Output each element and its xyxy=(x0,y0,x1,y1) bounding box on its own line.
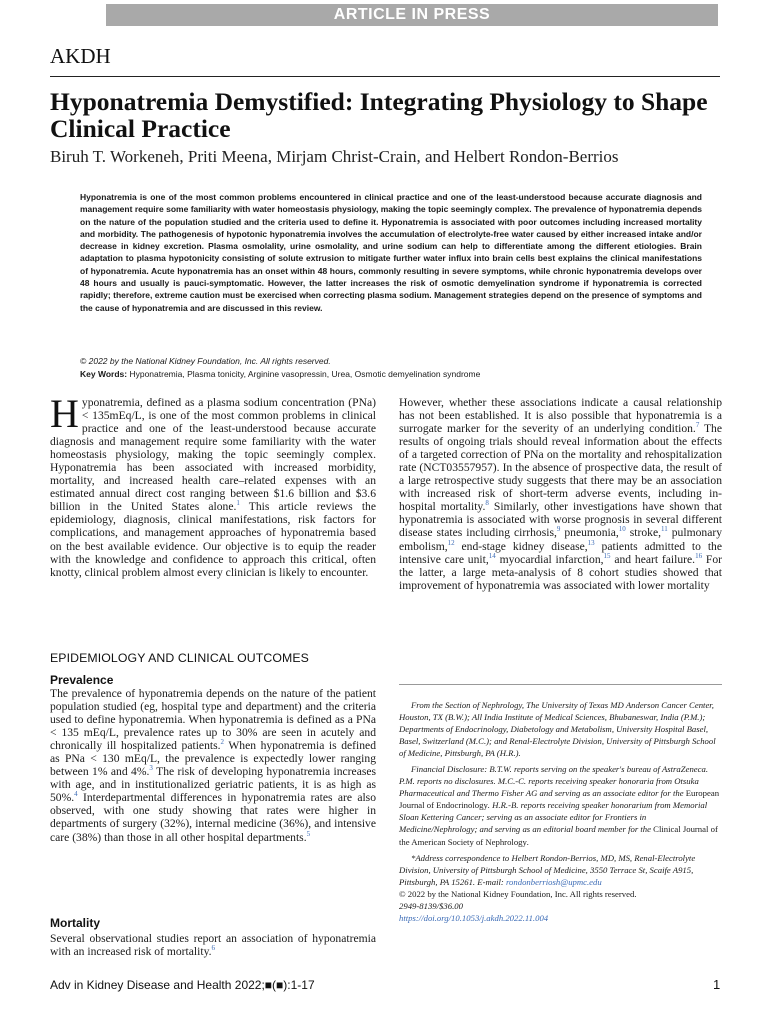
mortality-paragraph: Several observational studies report an association of hyponatremia with an increased risk of mortality.$^6$ xyxy=(50,932,376,959)
footnotes xyxy=(399,699,722,928)
drop-cap: H xyxy=(50,391,79,436)
subsection-heading-mortality: Mortality xyxy=(50,916,101,930)
author-list: Biruh T. Workeneh, Priti Meena, Mirjam Christ-Crain, and Helbert Rondon-Berrios xyxy=(50,147,619,166)
reference-link[interactable]: 1 xyxy=(236,499,240,508)
reference-link[interactable]: 10 xyxy=(618,525,626,534)
reference-link[interactable]: 3 xyxy=(149,764,153,773)
subsection-heading-prevalence: Prevalence xyxy=(50,673,114,687)
journal-name: AKDH xyxy=(50,44,111,68)
reference-link[interactable]: 12 xyxy=(447,538,455,547)
reference-link[interactable]: 15 xyxy=(603,551,611,560)
reference-link[interactable]: 7 xyxy=(695,421,700,430)
keywords xyxy=(80,368,720,380)
email-link[interactable]: rondonberriosh@upmc.edu xyxy=(505,876,602,887)
footnote-rule xyxy=(399,684,722,685)
reference-link[interactable]: 13 xyxy=(587,538,595,547)
affiliations: From the Section of Nephrology, The University of Texas MD Anderson Cancer Center, Houston, TX (B.W.); All India Institute of Medical Sciences, Bhubaneswar, India (P.M.); Departments of Endocrinology, Diabetology and Metabolism, University Hospital Basel, Basel, Switzerland (M.C.); and Renal-Electrolyte Division, University of Pittsburgh School of Medicine, Pittsburgh, PA (H.R.). xyxy=(399,700,716,759)
reference-link[interactable]: 2 xyxy=(220,738,224,747)
financial-disclosure: Financial Disclosure: B.T.W. reports serving on the speaker's bureau of AstraZeneca. P.M. reports no disclosures. M.C.-C. reports receiving speaker honoraria from Otsuka Pharmaceutical and Thermo Fisher AG and serving as an associate editor for the European Journal of Endocrinology. H.R.-B. reports receiving speaker honorarium from Memorial Sloan Kettering Cancer; serving as an associate editor for Frontiers in Medicine/Nephrology; and serving as an editorial board member for the Clinical Journal of the American Society of Nephrology. xyxy=(399,764,720,847)
abstract: Hyponatremia is one of the most common problems encountered in clinical practice and one of the least-understood because accurate diagnosis and management require some familiarity with water homeostasis physiology, making the topic seemingly complex. The prevalence of hyponatremia depends on the nature of the population studied and the criteria used to define it. Hyponatremia is associated with poor outcomes including increased mortality and morbidity. The pathogenesis of hypotonic hyponatremia involves the accumulation of electrolyte-free water caused by either increased intake and/or decrease in kidney excretion. Plasma osmolality, urine osmolality, and urine sodium can help to differentiate among the different etiologies. Brain adaptation to plasma hypotonicity consisting of solute extrusion to mitigate further water influx into brain cells best explains the clinical manifestations of hyponatremia. Acute hyponatremia has an onset within 48 hours, commonly resulting in severe symptoms, while chronic hyponatremia develops over 48 hours and usually is pauci-symptomatic. However, the latter increases the risk of osmotic demyelination syndrome if hyponatremia is corrected rapidly; therefore, extreme caution must be exercised when correcting plasma sodium. Management strategies depend on the presence of symptoms and the cause of hyponatremia and are discussed in this review. xyxy=(80,192,702,313)
abstract-copyright: © 2022 by the National Kidney Foundation, Inc. All rights reserved. xyxy=(80,356,331,366)
reference-link[interactable]: 4 xyxy=(74,790,78,799)
keywords-label: Key Words: xyxy=(80,369,128,379)
prevalence-paragraph: The prevalence of hyponatremia depends on the nature of the patient population studied (eg, hospital type and department) and the criteria used to define hyponatremia. When hyponatremia is defined as a PNa < 135 mEq/L, prevalence rates up to 30% are seen in acutely and chronically ill hospitalized patients.$^2$ When hyponatremia is defined as PNa < 130 mEq/L, the prevalence is expectedly lower ranging between 1% and 4%.$^3$ The risk of developing hyponatremia increases with age, and in institutionalized geriatric patients, it is as high as 50%.$^4$ Interdepartmental differences in hyponatremia rates are also observed, with one study showing that rates were higher in departments of surgery (32%), internal medicine (36%), and intensive care (38%) than those in all other hospital departments.$^5$ xyxy=(50,687,377,844)
reference-link[interactable]: 16 xyxy=(695,551,703,560)
correspondence: *Address correspondence to Helbert Rondon-Berrios, MD, MS, Renal-Electrolyte Division, University of Pittsburgh School of Medicine, 3550 Terrace St, Scaife A915, Pittsburgh, PA 15261. E-mail: rondonberriosh@upmc.edu © 2022 by the National Kidney Foundation, Inc. All rights reserved. 2949-8139/$36.00 https://doi.org/10.1053/j.akdh.2022.11.004 xyxy=(399,852,696,923)
footer-citation: Adv in Kidney Disease and Health 2022;■(■):1-17 xyxy=(50,978,315,992)
reference-link[interactable]: 9 xyxy=(556,525,561,534)
page-number: 1 xyxy=(713,977,721,992)
footnote-copyright: © 2022 by the National Kidney Foundation, Inc. All rights reserved. xyxy=(399,888,637,899)
reference-link[interactable]: 5 xyxy=(306,829,311,838)
article-in-press-banner: ARTICLE IN PRESS xyxy=(106,4,718,26)
intro-text-cont: This article reviews the epidemiology, diagnosis, clinical manifestations, risk factors for complications, and management approaches of hyponatremia based on the best available evidence. Our objective is to equip the reader with the knowledge and confidence to approach this critical, often knotty, clinical problem almost every clinician is likely to encounter. xyxy=(50,500,376,579)
article-title: Hyponatremia Demystified: Integrating Physiology to Shape Clinical Practice xyxy=(50,87,708,143)
header-rule xyxy=(50,76,720,77)
reference-link[interactable]: 11 xyxy=(661,525,668,534)
intro-paragraph xyxy=(50,391,376,579)
reference-link[interactable]: 8 xyxy=(485,499,489,508)
section-heading: EPIDEMIOLOGY AND CLINICAL OUTCOMES xyxy=(50,651,309,665)
reference-link[interactable]: 6 xyxy=(211,944,216,953)
intro-text: yponatremia, defined as a plasma sodium concentration (PNa) < 135mEq/L, is one of the most common problems in clinical practice and one of the least-understood because accurate diagnosis and management require some familiarity with the water homeostasis physiology, making the topic seemingly complex. Hyponatremia has been associated with increased morbidity, mortality, and increased health care–related expenses with an estimated annual direct cost ranging between $1.6 billion and $3.6 billion in the United States alone. xyxy=(50,396,376,514)
reference-link[interactable]: 14 xyxy=(488,551,496,560)
issn: 2949-8139/$36.00 xyxy=(399,900,463,911)
doi-link[interactable]: https://doi.org/10.1053/j.akdh.2022.11.004 xyxy=(399,912,549,923)
keywords-list: Hyponatremia, Plasma tonicity, Arginine vasopressin, Urea, Osmotic demyelination syndrome xyxy=(129,369,481,379)
right-column-paragraph: However, whether these associations indicate a causal relationship has not been established. It is also possible that hyponatremia is a surrogate marker for the severity of an underlying condition.$^7$ The results of ongoing trials should reveal information about the effects of a targeted correction of PNa on the mortality and rehospitalization rate (NCT03557957). In the absence of prospective data, the result of a large retrospective study suggests that there may be an association with increased risk of short-term adverse events, including in-hospital mortality.$^8$ Similarly, other investigations have shown that hyponatremia is associated with worse prognosis in several different disease states including cirrhosis,$^9$ pneumonia,$^{10}$ stroke,$^{11}$ pulmonary embolism,$^{12}$ end-stage kidney disease,$^{13}$ patients admitted to the intensive care unit,$^{14}$ myocardial infarction,$^{15}$ and heart failure.$^{16}$ For the latter, a large meta-analysis of 8 cohort studies showed that improvement of hyponatremia was associated with lower mortality xyxy=(399,396,722,592)
